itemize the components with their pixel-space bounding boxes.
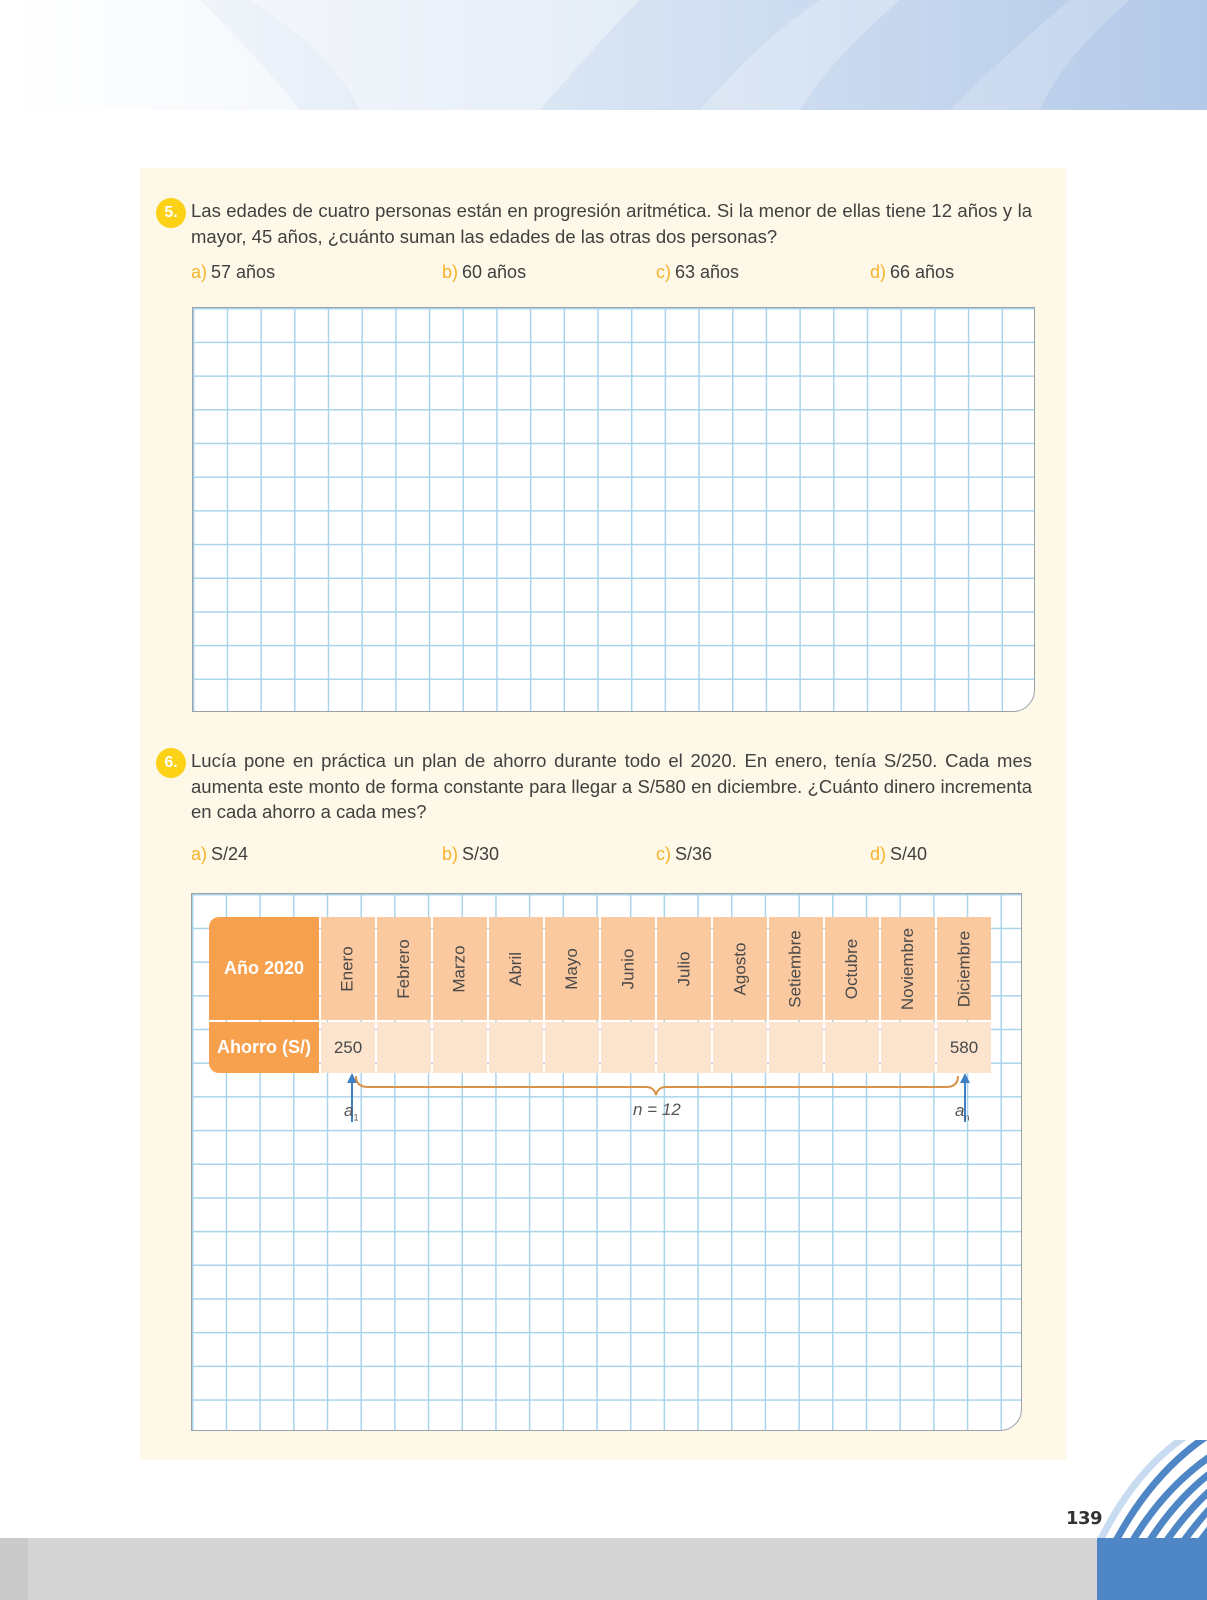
- month-label: Mayo: [561, 947, 581, 990]
- option-letter: d): [870, 844, 887, 864]
- footer-band: [0, 1538, 1207, 1600]
- question-5-text: Las edades de cuatro personas están en progresión aritmética. Si la menor de ellas tiene 12 años y la mayor, 45 años, ¿cuánto suman las edades de las otras dos personas?: [191, 200, 1032, 247]
- option-text: S/24: [211, 844, 249, 864]
- option-text: 57 años: [211, 262, 276, 282]
- table-header-year: Año 2020: [209, 917, 319, 1020]
- month-label: Noviembre: [898, 927, 918, 1010]
- option-letter: a): [191, 844, 208, 864]
- option-text: S/36: [675, 844, 713, 864]
- option-text: S/30: [462, 844, 500, 864]
- option-letter: d): [870, 262, 887, 282]
- month-label: Abril: [505, 951, 525, 986]
- last-term-label: $a_n$: [955, 1101, 970, 1123]
- table-header-savings: Ahorro (S/): [209, 1022, 319, 1073]
- month-label: Julio: [674, 951, 693, 986]
- option-text: 60 años: [462, 262, 527, 282]
- term-count-label: n = 12: [633, 1100, 681, 1119]
- count-brace: [356, 1076, 958, 1095]
- option-letter: a): [191, 262, 208, 282]
- month-label: Setiembre: [786, 929, 806, 1008]
- page-number: 139: [1066, 1508, 1103, 1529]
- month-label: Octubre: [842, 938, 862, 999]
- month-label: Marzo: [449, 944, 469, 993]
- first-term-label: $a_1$: [344, 1101, 359, 1123]
- option-letter: c): [656, 262, 671, 282]
- option-text: 63 años: [675, 262, 740, 282]
- month-label: Junio: [617, 948, 637, 989]
- option-text: 66 años: [890, 262, 955, 282]
- savings-value-cell: 250: [321, 1022, 375, 1073]
- option-text: S/40: [890, 844, 928, 864]
- option-letter: b): [442, 262, 459, 282]
- month-label: Enero: [338, 945, 357, 992]
- option-letter: c): [656, 844, 671, 864]
- month-label: Febrero: [394, 938, 413, 999]
- month-label: Diciembre: [954, 930, 973, 1007]
- question-6-badge: 6.: [156, 748, 186, 778]
- savings-value-cell: 580: [937, 1022, 991, 1073]
- question-6-text: Lucía pone en práctica un plan de ahorro durante todo el 2020. En enero, tenía S/250. Cada mes aumenta este monto de forma constante para llegar a S/580 en diciembre. ¿Cuánto dinero incrementa en cada ahorro a cada mes?: [191, 750, 1032, 822]
- month-label: Agosto: [730, 942, 749, 995]
- option-letter: b): [442, 844, 459, 864]
- question-5-badge: 5.: [156, 198, 186, 228]
